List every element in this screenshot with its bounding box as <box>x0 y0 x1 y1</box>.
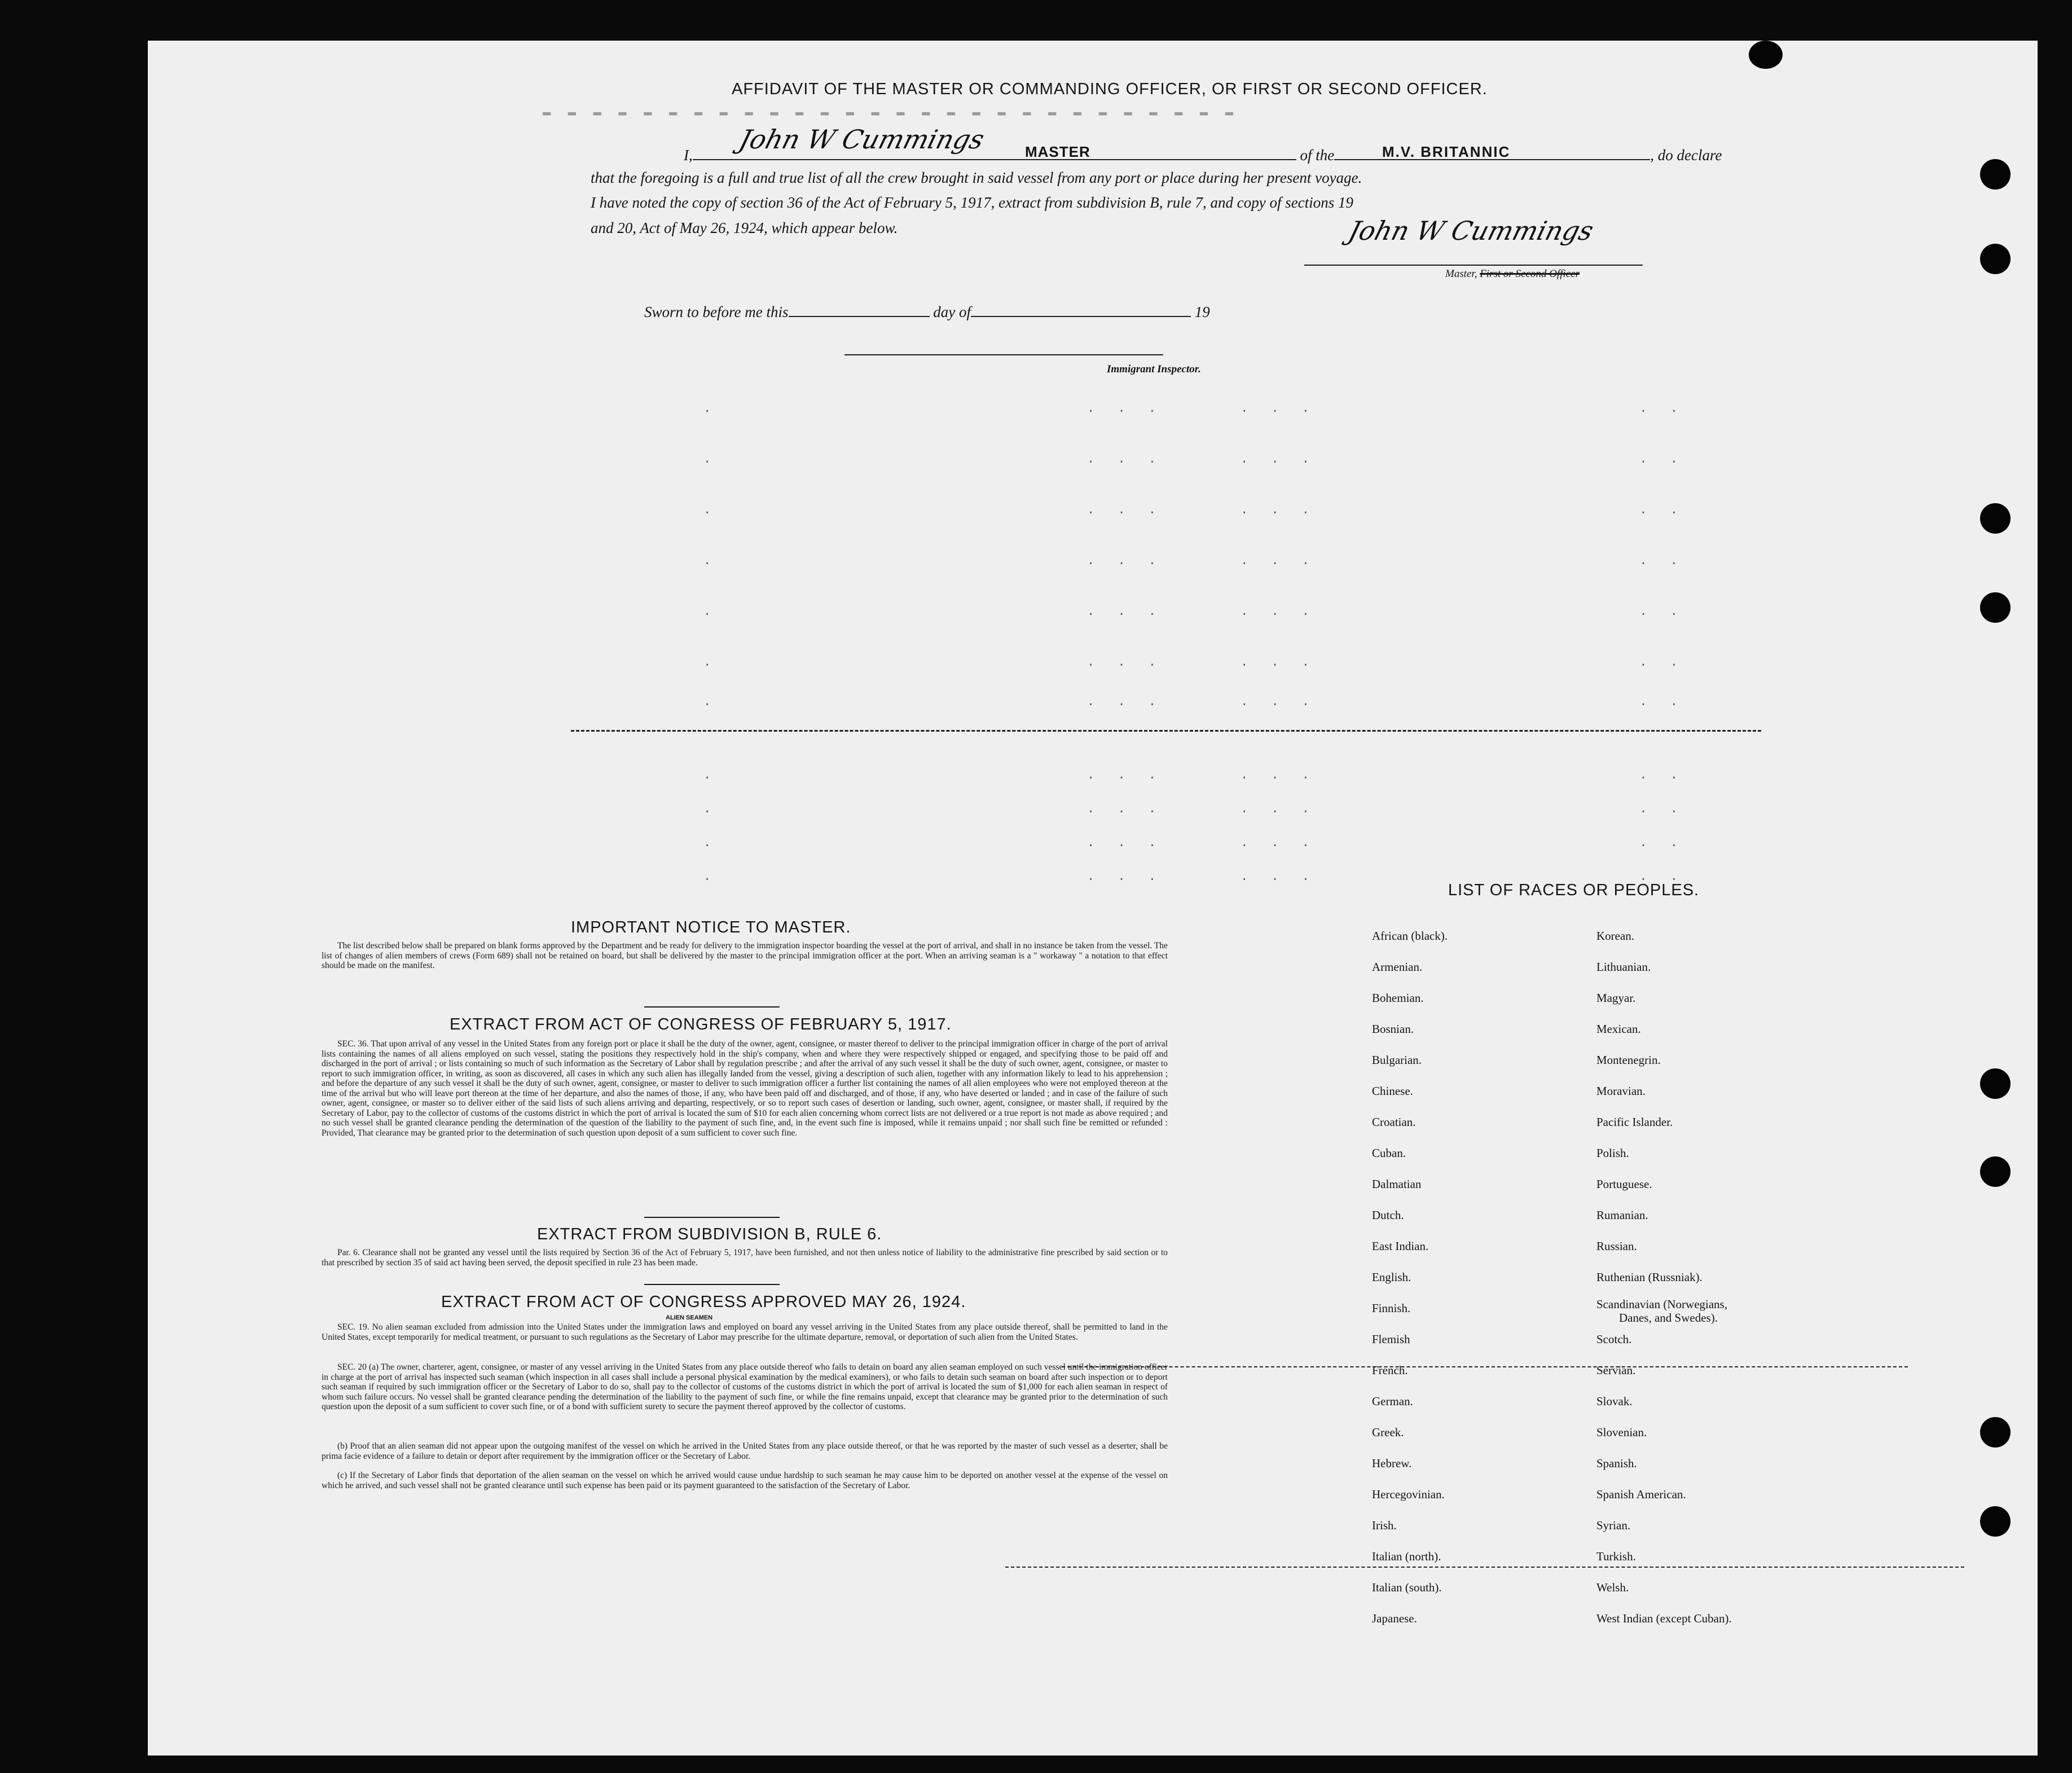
race-item: Italian (north). <box>1372 1550 1441 1563</box>
rank-value: MASTER <box>1025 143 1090 160</box>
signature-caption <box>1445 268 1580 280</box>
of-the-label: of the <box>1300 147 1335 164</box>
empty-row: . . . . . . . . . <box>703 768 1686 782</box>
divider <box>644 1284 780 1285</box>
signature-caption-master: Master, <box>1445 268 1477 280</box>
extract-1924-p1-body: SEC. 19. No alien seaman excluded from admission into the United States under the immigration laws and employed on board any vessel arriving in the United States from any place outside thereof, shall be permitted to land in the United States, except temporarily for medical treatment, or pursuant to such regulations as the Secretary of Labor may prescribe for the ultimate departure, removal, or deportation of such alien from the United States. <box>322 1322 1168 1342</box>
extract-1924-title: EXTRACT FROM ACT OF CONGRESS APPROVED MAY 26, 1924. <box>441 1293 966 1311</box>
bleed-through-text: ▬ ▬ ▬ ▬ ▬ ▬ ▬ ▬ ▬ ▬ ▬ ▬ ▬ ▬ ▬ ▬ ▬ ▬ ▬ ▬ ▬ ▬ ▬ ▬ ▬ ▬ ▬ ▬ <box>543 107 1238 122</box>
race-item: Bohemian. <box>1372 991 1424 1005</box>
race-item: French. <box>1372 1363 1408 1377</box>
punch-hole <box>1980 503 2011 534</box>
race-item: Welsh. <box>1596 1581 1629 1594</box>
race-item: Scotch. <box>1596 1332 1632 1346</box>
empty-row: . . . . . . . . . <box>703 836 1686 850</box>
sworn-year-label: 19 <box>1194 303 1210 320</box>
race-item: Japanese. <box>1372 1612 1417 1625</box>
notice-title: IMPORTANT NOTICE TO MASTER. <box>571 918 851 936</box>
race-item: Moravian. <box>1596 1084 1646 1098</box>
empty-row: . . . . . . . . . <box>703 802 1686 816</box>
signature-line <box>1304 265 1643 266</box>
race-item: Flemish <box>1372 1332 1410 1346</box>
empty-row: . . . . . . . . . <box>703 695 1686 709</box>
empty-row: . . . . . . . . . <box>703 554 1686 568</box>
race-item: Lithuanian. <box>1596 960 1651 974</box>
race-item: West Indian (except Cuban). <box>1596 1612 1732 1625</box>
empty-row: . . . . . . . . . <box>703 870 1686 884</box>
race-item: Armenian. <box>1372 960 1423 974</box>
race-item: Pacific Islander. <box>1596 1115 1673 1129</box>
races-right-column <box>1596 921 1833 1634</box>
races-title: LIST OF RACES OR PEOPLES. <box>1448 881 1700 899</box>
race-item: Dutch. <box>1372 1208 1404 1222</box>
sworn-prefix: Sworn to before me this <box>644 303 789 320</box>
notice-body: The list described below shall be prepared on blank forms approved by the Department and be ready for delivery to the immigration inspector boarding the vessel at the port of arrival, and shall in no instance be taken from the vessel. The list of changes of alien members of crews (Form 689) shall not be retained on board, but shall be delivered by the master to the principal immigration officer at the port. When an arriving seaman is a " workaway " a notation to that effect should be made on the manifest. <box>322 941 1168 970</box>
punch-hole <box>1980 159 2011 190</box>
race-item: Syrian. <box>1596 1519 1631 1532</box>
race-item: Hercegovinian. <box>1372 1488 1445 1501</box>
race-item: English. <box>1372 1270 1411 1284</box>
race-item: Hebrew. <box>1372 1457 1412 1470</box>
inspector-caption: Immigrant Inspector. <box>1107 363 1201 375</box>
inspector-signature-line <box>844 354 1163 355</box>
punch-hole <box>1749 41 1783 69</box>
master-signature-top: John W Cummings <box>736 124 988 155</box>
punch-hole <box>1980 592 2011 623</box>
race-item: Servian. <box>1596 1363 1636 1377</box>
race-item: Korean. <box>1596 929 1635 943</box>
punch-hole <box>1980 1417 2011 1448</box>
race-item: Slovenian. <box>1596 1426 1647 1439</box>
race-item: Turkish. <box>1596 1550 1636 1563</box>
empty-row: . . . . . . . . . <box>703 605 1686 619</box>
race-item: Italian (south). <box>1372 1581 1442 1594</box>
race-item: Dalmatian <box>1372 1177 1422 1191</box>
declare-label: , do declare <box>1650 147 1722 164</box>
race-item: Cuban. <box>1372 1146 1406 1160</box>
race-item: Finnish. <box>1372 1301 1411 1315</box>
vessel-name: M.V. BRITANNIC <box>1382 143 1511 160</box>
extract-1924-p3-body: (b) Proof that an alien seaman did not appear upon the outgoing manifest of the vessel on which he arrived in the United States from any place outside thereof, or that he was reported by the master of such vessel as a deserter, shall be prima facie evidence of a failure to detain or deport after requirement by the immigration officer or the Secretary of Labor. <box>322 1441 1168 1461</box>
punch-hole <box>1980 1156 2011 1187</box>
extract-1924-p4 <box>322 1471 1168 1490</box>
notice-text <box>322 941 1168 971</box>
race-item: Spanish. <box>1596 1457 1637 1470</box>
extract-1924-subtitle: ALIEN SEAMEN <box>666 1314 713 1321</box>
affidavit-line-3: I have noted the copy of section 36 of the Act of February 5, 1917, extract from subdivision B, rule 7, and copy of sections 19 <box>591 194 1353 211</box>
master-signature-bottom: John W Cummings <box>1345 215 1597 246</box>
affidavit-title: AFFIDAVIT OF THE MASTER OR COMMANDING OFFICER, OR FIRST OR SECOND OFFICER. <box>732 80 1488 98</box>
extract-1924-p2 <box>322 1362 1168 1412</box>
race-item: Spanish American. <box>1596 1488 1686 1501</box>
races-left-column <box>1372 921 1569 1634</box>
race-item: Magyar. <box>1596 991 1636 1005</box>
subdivision-text <box>322 1248 1168 1268</box>
race-item: Polish. <box>1596 1146 1629 1160</box>
race-item: Slovak. <box>1596 1394 1633 1408</box>
affidavit-line-1-prefix: I, <box>684 147 693 164</box>
punch-hole <box>1980 1506 2011 1537</box>
document-page <box>148 41 2038 1756</box>
divider <box>644 1006 780 1008</box>
empty-row: . . . . . . . . . <box>703 503 1686 517</box>
punch-hole <box>1980 1068 2011 1099</box>
race-item: African (black). <box>1372 929 1448 943</box>
empty-row: . . . . . . . . . <box>703 402 1686 416</box>
race-item: German. <box>1372 1394 1413 1408</box>
extract-1917-text <box>322 1039 1168 1138</box>
race-item: Ruthenian (Russniak). <box>1596 1270 1703 1284</box>
sworn-line <box>644 303 1210 321</box>
punch-hole <box>1980 244 2011 274</box>
race-item: Greek. <box>1372 1426 1404 1439</box>
race-item: Chinese. <box>1372 1084 1413 1098</box>
divider <box>644 1217 780 1218</box>
race-item: Mexican. <box>1596 1022 1641 1036</box>
extract-1917-body: SEC. 36. That upon arrival of any vessel in the United States from any foreign port or place it shall be the duty of the owner, agent, consignee, or master thereof to deliver to the principal immigration officer in charge of the port of arrival lists containing the names of all aliens employed on such vessel, stating the positions they respectively hold in the ship's company, when and where they were respectively shipped or engaged, and specifying those to be paid off and discharged in the port of arrival ; or lists containing so much of such information as the Secretary of Labor shall by regulation prescribe ; and after the arrival of any such vessel it shall be the duty of such owner, agent, consignee, or master to report to such immigration officer, in writing, as soon as discovered, all cases in which any such alien has illegally landed from the vessel, giving a description of such alien, together with any information likely to lead to his apprehension ; and before the departure of any such vessel it shall be the duty of such owner, agent, consignee, or master to deliver to such immigration officer a further list containing the names of all alien employees who were not employed thereon at the time of the arrival but who will leave port thereon at the time of her departure, and also the names of those, if any, who have been paid off and discharged, and of those, if any, who have deserted or landed ; and in case of the failure of such owner, agent, consignee, or master so to deliver either of the said lists of such aliens arriving and departing, respectively, or so to report such cases of desertion or landing, such owner, agent, consignee, or master shall, if required by the Secretary of Labor, pay to the collector of customs of the customs district in which the port of arrival is located the sum of $10 for each alien concerning whom correct lists are not delivered or a true report is not made as above required ; and no such vessel shall be granted clearance pending the determination of the question of the liability to the payment of such fine, and, in the event such fine is imposed, while it remains unpaid ; nor shall such fine be remitted or refunded : Provided, That clearance may be granted prior to the determination of such question upon deposit of a sum sufficient to cover such fine. <box>322 1039 1168 1138</box>
subdivision-title: EXTRACT FROM SUBDIVISION B, RULE 6. <box>537 1225 882 1243</box>
race-item: Russian. <box>1596 1239 1637 1253</box>
race-item: Bosnian. <box>1372 1022 1414 1036</box>
race-item: Scandinavian (Norwegians, Danes, and Swedes). <box>1596 1297 1728 1325</box>
signature-caption-struck: First or Second Officer <box>1480 268 1580 280</box>
affidavit-line-2: that the foregoing is a full and true list of all the crew brought in said vessel from any port or place during her present voyage. <box>591 169 1362 186</box>
race-item: Rumanian. <box>1596 1208 1648 1222</box>
affidavit-line-4: and 20, Act of May 26, 1924, which appear below. <box>591 219 898 236</box>
empty-row: . . . . . . . . . <box>703 655 1686 670</box>
extract-1924-p4-body: (c) If the Secretary of Labor finds that deportation of the alien seaman on the vessel on which he arrived would cause undue hardship to such seaman he may cause him to be deported on another vessel at the expense of the vessel on which he arrived, and such vessel shall not be granted clearance until such expense has been paid or its payment guaranteed to the satisfaction of the Secretary of Labor. <box>322 1471 1168 1490</box>
empty-row: . . . . . . . . . <box>703 452 1686 467</box>
race-item: Irish. <box>1372 1519 1397 1532</box>
race-item: Croatian. <box>1372 1115 1416 1129</box>
subdivision-body: Par. 6. Clearance shall not be granted any vessel until the lists required by Section 36 of the Act of February 5, 1917, have been furnished, and not then unless notice of liability to the administrative fine prescribed by said section or to that prescribed by section 35 of said act having been served, the deposit specified in rule 23 has been made. <box>322 1248 1168 1268</box>
sworn-day-label: day of <box>933 303 971 320</box>
race-item: Bulgarian. <box>1372 1053 1422 1067</box>
extract-1924-p1 <box>322 1322 1168 1342</box>
extract-1917-title: EXTRACT FROM ACT OF CONGRESS OF FEBRUARY 5, 1917. <box>450 1015 952 1033</box>
extract-1924-p3 <box>322 1441 1168 1461</box>
race-item: Portuguese. <box>1596 1177 1652 1191</box>
extract-1924-p2-body: SEC. 20 (a) The owner, charterer, agent, consignee, or master of any vessel arriving in the United States from any place outside thereof who fails to detain on board any alien seaman employed on such vessel until the immigration officer in charge at the port of arrival has inspected such seaman (which inspection in all cases shall include a personal physical examination by the medical examiners), or who fails to detain such seaman on board after such inspection or to deport such seaman if required by such immigration officer or the Secretary of Labor to do so, shall pay to the collector of customs of the customs district in which the port of arrival is located the sum of $1,000 for each alien seaman in respect of whom such failure occurs. No vessel shall be granted clearance pending the determination of the liability to the payment of such fine, or while the fine remains unpaid, except that clearance may be granted prior to the determination of such question upon the deposit of a sum sufficient to cover such fine, or of a bond with sufficient surety to secure the payment thereof approved by the collector of customs. <box>322 1362 1168 1411</box>
race-item: Montenegrin. <box>1596 1053 1661 1067</box>
race-item: East Indian. <box>1372 1239 1429 1253</box>
section-separator-line <box>571 730 1761 732</box>
